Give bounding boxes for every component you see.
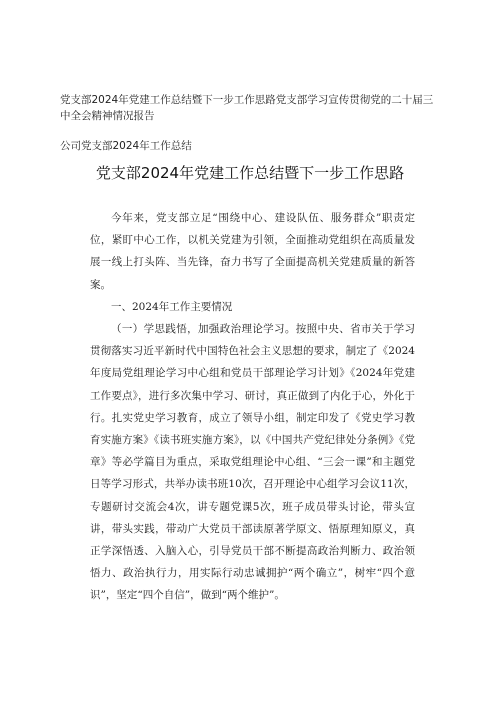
document-header: 党支部2024年党建工作总结暨下一步工作思路党支部学习宣传贯彻党的二十届三中全会精神情况报告 [60, 94, 434, 122]
section-heading: 一、2024年工作主要情况 [111, 300, 233, 313]
document-body [90, 207, 415, 607]
paragraph-study: （一）学思践悟，加强政治理论学习。按照中央、省市关于学习贯彻落实习近平新时代中国特色社会主义思想的要求，制定了《2024年度局党组理论学习中心组和党员干部理论学习计划》《2024年党建工作要点》，进行多次集中学习、研讨，真正做到了内化于心，外化于行。扎实党史学习教育，成立了领导小组，制定印发了《党史学习教育实施方案》《读书班实施方案》，以《中国共产党纪律处分条例》《党章》等必学篇目为重点，采取党组理论中心组、“三会一课”和主题党日等学习形式，共举办读书班10次，召开理论中心组学习会议11次，专题研讨交流会4次，讲专题党课5次，班子成员带头讨论，带头宣讲，带头实践，带动广大党员干部读原著学原文、悟原理知原义，真正学深悟透、入脑入心，引导党员干部不断提高政治判断力、政治领悟力、政治执行力，用实际行动忠诚拥护“两个确立”，树牢“四个意识”，坚定“四个自信”，做到“两个维护”。 [90, 323, 415, 602]
document-subheader: 公司党支部2024年工作总结 [60, 140, 192, 152]
document-title: 党支部2024年党建工作总结暨下一步工作思路 [95, 164, 405, 182]
paragraph-intro: 今年来，党支部立足“围绕中心、建设队伍、服务群众”职责定位，紧盯中心工作，以机关党建为引领，全面推动党组织在高质量发展一线上打头阵、当先锋，奋力书写了全面提高机关党建质量的新答案。 [90, 212, 415, 291]
